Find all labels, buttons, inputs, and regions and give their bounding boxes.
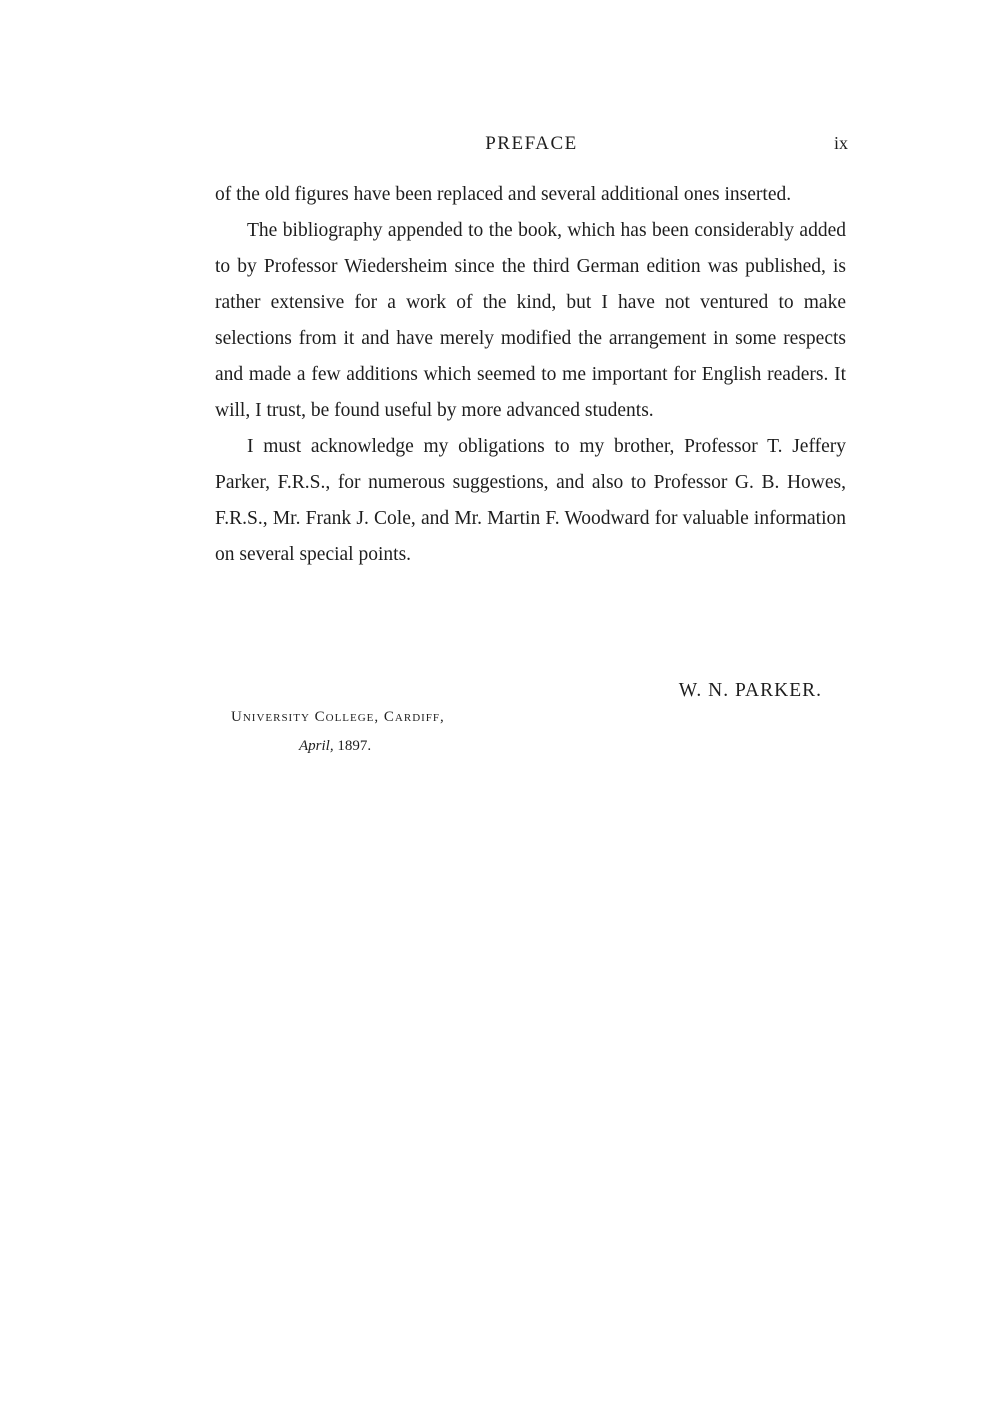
paragraph-bibliography: The bibliography appended to the book, which has been considerably added to by Professor Wiedersheim since the third German edition was published, is rather extensive for a work of the kind, but I have not ventured to make selections from it and have merely modified the arrangement in some respects and made a few additions which seemed to me important for English readers. It will, I trust, be found useful by more advanced students.: [215, 220, 846, 421]
page-number: ix: [833, 133, 848, 153]
paragraph-acknowledgements: I must acknowledge my obligations to my brother, Professor T. Jeffery Parker, F.R.S., for numerous suggestions, and also to Professor G. B. Howes, F.R.S., Mr. Frank J. Cole, and Mr. Martin F. Woodward for valuable information on several special points.: [215, 436, 846, 565]
running-head: [215, 133, 848, 159]
paragraph-continuation: of the old figures have been replaced and several additional ones inserted.: [215, 184, 792, 205]
preface-body: [215, 177, 846, 573]
signing-date: [299, 738, 371, 755]
date-month: April,: [299, 738, 334, 754]
author-signature: W. N. PARKER.: [678, 680, 822, 701]
running-title: PREFACE: [485, 133, 578, 154]
date-year: 1897.: [337, 738, 372, 754]
signing-location: University College, Cardiff,: [231, 709, 445, 725]
